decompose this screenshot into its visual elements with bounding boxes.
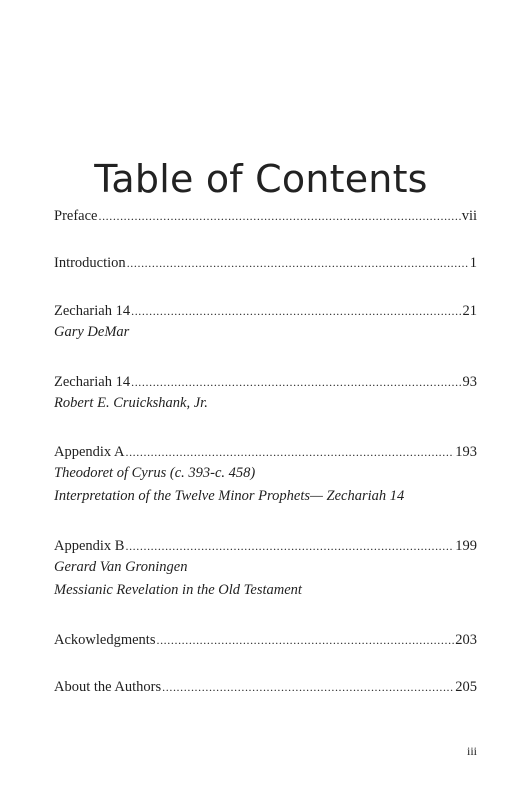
page-title: Table of Contents (94, 157, 428, 202)
dot-leader (156, 631, 454, 650)
toc-entry-author: Gerard Van Groningen (54, 559, 188, 575)
toc-entry-author: Theodoret of Cyrus (c. 393-c. 458) (54, 465, 256, 481)
toc-entry-label: Zechariah 14 (54, 303, 131, 319)
toc-entry-page: 193 (455, 444, 477, 460)
toc-entry-page: 199 (455, 538, 477, 554)
dot-leader (131, 373, 461, 392)
toc-entry-label: Appendix B (54, 538, 125, 554)
toc-entry-page: 93 (462, 374, 477, 390)
toc-entry-page: 205 (455, 679, 477, 695)
dot-leader (98, 207, 460, 226)
toc-entry-work-title: Interpretation of the Twelve Minor Prophets— Zechariah 14 (54, 488, 405, 504)
toc-entry-page: vii (461, 208, 477, 224)
toc-entry-acknowledgments[interactable] (54, 631, 477, 650)
toc-entry-page: 21 (462, 303, 477, 319)
toc-entry-appendix-b[interactable] (54, 537, 477, 602)
toc-entry-page: 1 (469, 255, 477, 271)
dot-leader (162, 678, 454, 697)
toc-entry-introduction[interactable] (54, 254, 477, 273)
toc-entry-label: Ackowledgments (54, 632, 156, 648)
toc-entry-page: 203 (455, 632, 477, 648)
dot-leader (125, 443, 454, 462)
page-number: iii (466, 744, 477, 758)
dot-leader (125, 537, 454, 556)
dot-leader (131, 302, 461, 321)
toc-entry-label: About the Authors (54, 679, 162, 695)
toc-entry-work-title: Messianic Revelation in the Old Testament (54, 582, 302, 598)
toc-entry-preface[interactable] (54, 207, 477, 226)
toc-entry-label: Preface (54, 208, 98, 224)
toc-entry-appendix-a[interactable] (54, 443, 477, 508)
toc-entry-about-the-authors[interactable] (54, 678, 477, 697)
toc-entry-author: Gary DeMar (54, 324, 130, 340)
toc-entry-label: Introduction (54, 255, 126, 271)
toc-entry-zechariah-14-demar[interactable] (54, 302, 477, 344)
toc-entry-author: Robert E. Cruickshank, Jr. (54, 395, 208, 411)
toc-entry-label: Zechariah 14 (54, 374, 131, 390)
dot-leader (127, 254, 469, 273)
toc-entry-label: Appendix A (54, 444, 125, 460)
toc-entry-zechariah-14-cruickshank[interactable] (54, 373, 477, 415)
